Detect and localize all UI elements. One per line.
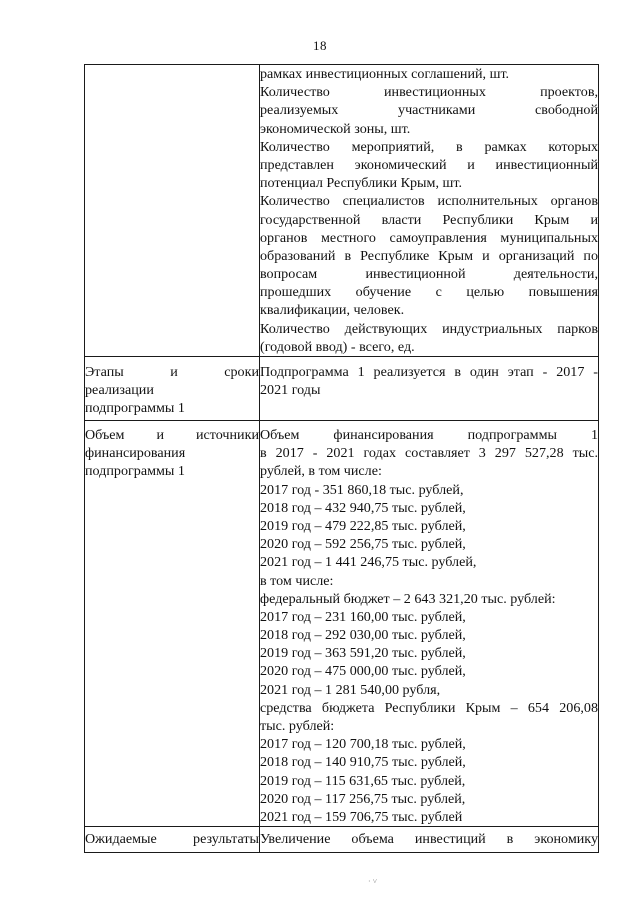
text-line: 2020 год – 117 256,75 тыс. рублей, xyxy=(260,790,466,807)
text-line: Увеличение объема инвестиций в экономику xyxy=(260,831,598,848)
text-line: рамках инвестиционных соглашений, шт. xyxy=(260,66,510,82)
row-label-empty xyxy=(85,65,260,357)
text-line: 2018 год – 292 030,00 тыс. рублей, xyxy=(260,627,466,644)
text-line: финансирования xyxy=(85,445,186,462)
indicators-cell xyxy=(260,65,599,357)
text-line: федеральный бюджет – 2 643 321,20 тыс. рублей: xyxy=(260,590,556,607)
text-line: 2021 год – 1 441 246,75 тыс. рублей, xyxy=(260,554,477,571)
text-line: реализации xyxy=(85,382,154,399)
text-line: 2017 год – 120 700,18 тыс. рублей, xyxy=(260,736,466,753)
text-line: потенциал Республики Крым, шт. xyxy=(260,175,462,192)
text-line: 2017 год - 351 860,18 тыс. рублей, xyxy=(260,481,464,498)
text-line: Этапы и сроки xyxy=(85,364,259,380)
text-line: 2019 год – 479 222,85 тыс. рублей, xyxy=(260,517,466,534)
text-line: рублей, в том числе: xyxy=(260,463,382,480)
text-line: Подпрограмма 1 реализуется в один этап - 2017 - xyxy=(260,364,598,380)
text-line: подпрограммы 1 xyxy=(85,463,185,480)
text-line: 2021 год – 1 281 540,00 рубля, xyxy=(260,681,441,698)
text-line: 2020 год – 592 256,75 тыс. рублей, xyxy=(260,536,466,553)
text-line: образований в Республике Крым и организаций по xyxy=(260,247,598,264)
text-line: Ожидаемые результаты xyxy=(85,831,259,848)
text-line: Количество специалистов исполнительных органов xyxy=(260,193,598,210)
table-row-financing xyxy=(85,421,599,827)
text-line: 2018 год – 432 940,75 тыс. рублей, xyxy=(260,499,466,516)
table-row-indicators xyxy=(85,65,599,357)
table-row-expected-results xyxy=(85,827,599,853)
text-line: (годовой ввод) - всего, ед. xyxy=(260,338,415,355)
text-line: экономической зоны, шт. xyxy=(260,120,411,137)
text-line: вопросам инвестиционной деятельности, xyxy=(260,266,598,283)
text-line: Количество мероприятий, в рамках которых xyxy=(260,138,598,155)
text-line: прошедших обучение с целью повышения xyxy=(260,284,598,301)
text-line: 2021 годы xyxy=(260,382,321,399)
results-value-cell xyxy=(260,827,599,853)
text-line: средства бюджета Республики Крым – 654 206,08 xyxy=(260,699,598,716)
text-line: Количество действующих индустриальных парков xyxy=(260,320,598,337)
text-line: представлен экономический и инвестиционный xyxy=(260,156,598,173)
subprogram-passport-table xyxy=(84,64,599,853)
page-number: 18 xyxy=(313,38,327,53)
text-line: в том числе: xyxy=(260,572,334,589)
text-line: 2017 год – 231 160,00 тыс. рублей, xyxy=(260,608,466,625)
financing-value-cell xyxy=(260,421,599,827)
text-line: 2018 год – 140 910,75 тыс. рублей, xyxy=(260,754,466,771)
text-line: Объем и источники xyxy=(85,427,259,443)
scan-mark: · ˅ xyxy=(368,877,378,886)
text-line: подпрограммы 1 xyxy=(85,400,185,417)
stages-label-cell xyxy=(85,357,260,421)
text-line: 2019 год – 363 591,20 тыс. рублей, xyxy=(260,645,466,662)
table-row-stages xyxy=(85,357,599,421)
financing-label-cell xyxy=(85,421,260,827)
stages-value-cell xyxy=(260,357,599,421)
text-line: 2019 год – 115 631,65 тыс. рублей, xyxy=(260,772,466,789)
text-line: реализуемых участниками свободной xyxy=(260,102,598,119)
text-line: органов местного самоуправления муниципальных xyxy=(260,229,598,246)
text-line: 2021 год – 159 706,75 тыс. рублей xyxy=(260,808,463,825)
text-line: в 2017 - 2021 годах составляет 3 297 527,28 тыс. xyxy=(260,445,598,462)
text-line: квалификации, человек. xyxy=(260,302,405,319)
text-line: Количество инвестиционных проектов, xyxy=(260,84,598,101)
text-line: тыс. рублей: xyxy=(260,718,335,734)
text-line: государственной власти Республики Крым и xyxy=(260,211,598,228)
text-line: Объем финансирования подпрограммы 1 xyxy=(260,427,598,443)
results-label-cell xyxy=(85,827,260,853)
text-line: 2020 год – 475 000,00 тыс. рублей, xyxy=(260,663,466,680)
